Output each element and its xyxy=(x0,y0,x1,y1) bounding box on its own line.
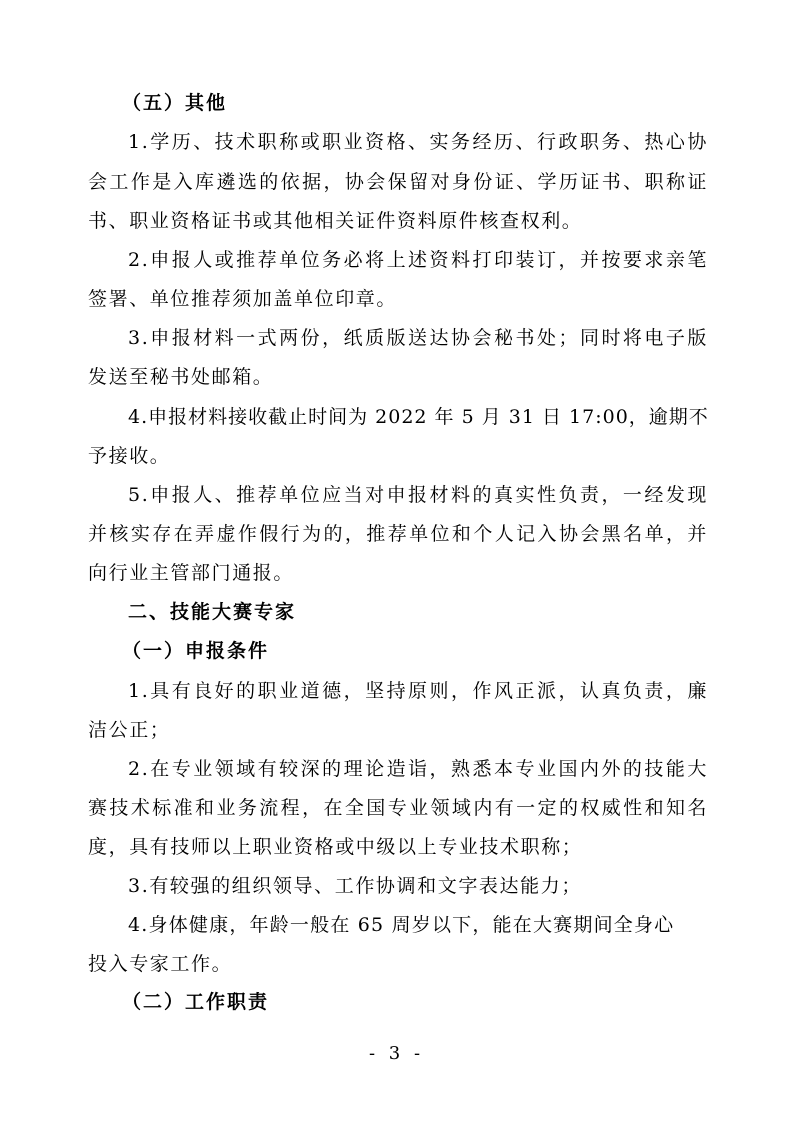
paragraph-line: 予接收。 xyxy=(88,445,171,467)
paragraph-line: 洁公正； xyxy=(88,719,171,741)
paragraph-line: 投入专家工作。 xyxy=(88,953,233,975)
paragraph-line: 3.申报材料一式两份，纸质版送达协会秘书处；同时将电子版 xyxy=(128,327,708,349)
paragraph-line: 度，具有技师以上职业资格或中级以上专业技术职称； xyxy=(88,836,583,858)
section-heading-other: （五）其他 xyxy=(122,92,228,114)
paragraph-line: 4.身体健康，年龄一般在 65 周岁以下，能在大赛期间全身心 xyxy=(128,914,675,936)
paragraph-line: 赛技术标准和业务流程，在全国专业领域内有一定的权威性和知名 xyxy=(88,797,708,819)
page-number: - 3 - xyxy=(368,1043,425,1064)
paragraph-line: 签署、单位推荐须加盖单位印章。 xyxy=(88,288,398,310)
paragraph-line: 发送至秘书处邮箱。 xyxy=(88,366,274,388)
paragraph-line: 5.申报人、推荐单位应当对申报材料的真实性负责，一经发现 xyxy=(128,484,708,506)
paragraph-line: 书、职业资格证书或其他相关证件资料原件核查权利。 xyxy=(88,210,583,232)
section-heading-skills-experts: 二、技能大赛专家 xyxy=(128,601,297,623)
paragraph-line: 2.申报人或推荐单位务必将上述资料打印装订，并按要求亲笔 xyxy=(128,249,708,271)
paragraph-line: 3.有较强的组织领导、工作协调和文字表达能力； xyxy=(128,875,582,897)
paragraph-line: 并核实存在弄虚作假行为的，推荐单位和个人记入协会黑名单，并 xyxy=(88,523,708,545)
paragraph-line: 2.在专业领域有较深的理论造诣，熟悉本专业国内外的技能大 xyxy=(128,758,708,780)
paragraph-line: 1.具有良好的职业道德，坚持原则，作风正派，认真负责，廉 xyxy=(128,680,708,702)
subsection-heading-conditions: （一）申报条件 xyxy=(122,640,270,662)
paragraph-line: 会工作是入库遴选的依据，协会保留对身份证、学历证书、职称证 xyxy=(88,171,708,193)
paragraph-line: 4.申报材料接收截止时间为 2022 年 5 月 31 日 17:00，逾期不 xyxy=(128,406,709,428)
subsection-heading-duties: （二）工作职责 xyxy=(122,991,270,1013)
paragraph-line: 向行业主管部门通报。 xyxy=(88,562,295,584)
paragraph-line: 1.学历、技术职称或职业资格、实务经历、行政职务、热心协 xyxy=(128,131,708,153)
